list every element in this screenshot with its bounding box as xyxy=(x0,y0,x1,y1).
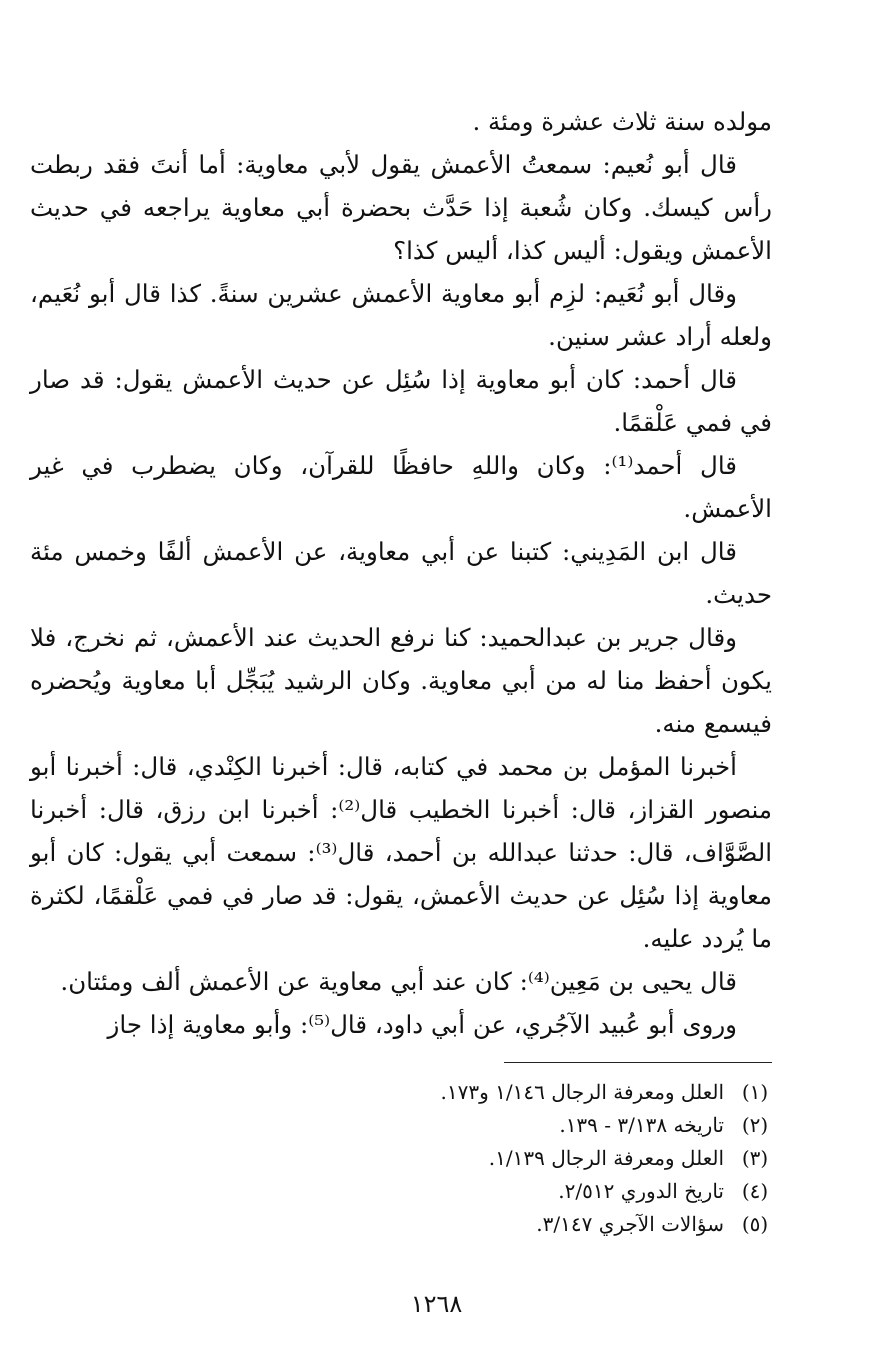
paragraph: أخبرنا المؤمل بن محمد في كتابه، قال: أخبرنا الكِنْدي، قال: أخبرنا أبو منصور القزاز، قال: أخبرنا الخطيب قال⁽²⁾: أخبرنا ابن رزق، قال: أخبرنا الصَّوَّاف، قال: حدثنا عبدالله بن أحمد، قال⁽³⁾: سمعت أبي يقول: كان أبو معاوية إذا سُئِل عن حديث الأعمش، يقول: قد صار في فمي عَلْقمًا، لكثرة ما يُردد عليه. xyxy=(30,752,773,953)
footnotes xyxy=(212,1076,772,1241)
paragraph: وروى أبو عُبيد الآجُري، عن أبي داود، قال⁽⁵⁾: وأبو معاوية إذا جاز xyxy=(107,1010,737,1039)
paragraph: وقال أبو نُعَيم: لزِم أبو معاوية الأعمش عشرين سنةً. كذا قال أبو نُعَيم، ولعله أراد عشر سنين. xyxy=(30,279,772,351)
footnote xyxy=(212,1076,772,1109)
footnote xyxy=(212,1109,772,1142)
footnote-text: تاريخ الدوري ٢/٥١٢. xyxy=(558,1179,724,1203)
main-text xyxy=(30,100,772,1046)
paragraph: وقال جرير بن عبدالحميد: كنا نرفع الحديث عند الأعمش، ثم نخرج، فلا يكون أحفظ منا له من أبي معاوية. وكان الرشيد يُبَجِّل أبا معاوية ويُحضره فيسمع منه. xyxy=(30,623,772,738)
paragraph: قال يحيى بن مَعِين⁽⁴⁾: كان عند أبي معاوية عن الأعمش ألف ومئتان. xyxy=(60,967,737,996)
footnote-text: سؤالات الآجري ٣/١٤٧. xyxy=(536,1212,724,1236)
paragraph: قال أحمد⁽¹⁾: وكان واللهِ حافظًا للقرآن، وكان يضطرب في غير الأعمش. xyxy=(30,451,772,523)
footnote-text: العلل ومعرفة الرجال ١/١٣٩. xyxy=(488,1146,724,1170)
footnote-number: (١) xyxy=(741,1080,769,1104)
footnote-number: (٤) xyxy=(741,1179,769,1203)
footnote-number: (٣) xyxy=(741,1146,769,1170)
paragraph: قال أبو نُعيم: سمعتُ الأعمش يقول لأبي معاوية: أما أنتَ فقد ربطت رأس كيسك. وكان شُعبة إذا حَدَّث بحضرة أبي معاوية يراجعه في حديث الأعمش ويقول: أليس كذا، أليس كذا؟ xyxy=(30,150,772,265)
paragraph: مولده سنة ثلاث عشرة ومئة . xyxy=(472,107,772,136)
footnote xyxy=(212,1208,772,1241)
footnote-text: تاريخه ٣/١٣٨ - ١٣٩. xyxy=(559,1113,724,1137)
footnote-separator xyxy=(504,1062,772,1063)
footnote xyxy=(212,1142,772,1175)
page-number: ١٢٦٨ xyxy=(410,1290,463,1318)
footnote-text: العلل ومعرفة الرجال ١/١٤٦ و١٧٣. xyxy=(440,1080,724,1104)
footnote xyxy=(212,1175,772,1208)
paragraph: قال أحمد: كان أبو معاوية إذا سُئِل عن حديث الأعمش يقول: قد صار في فمي عَلْقمًا. xyxy=(30,365,772,437)
paragraph: قال ابن المَدِيني: كتبنا عن أبي معاوية، عن الأعمش ألفًا وخمس مئة حديث. xyxy=(30,537,772,609)
footnote-number: (٢) xyxy=(741,1113,769,1137)
footnote-number: (٥) xyxy=(741,1212,769,1236)
